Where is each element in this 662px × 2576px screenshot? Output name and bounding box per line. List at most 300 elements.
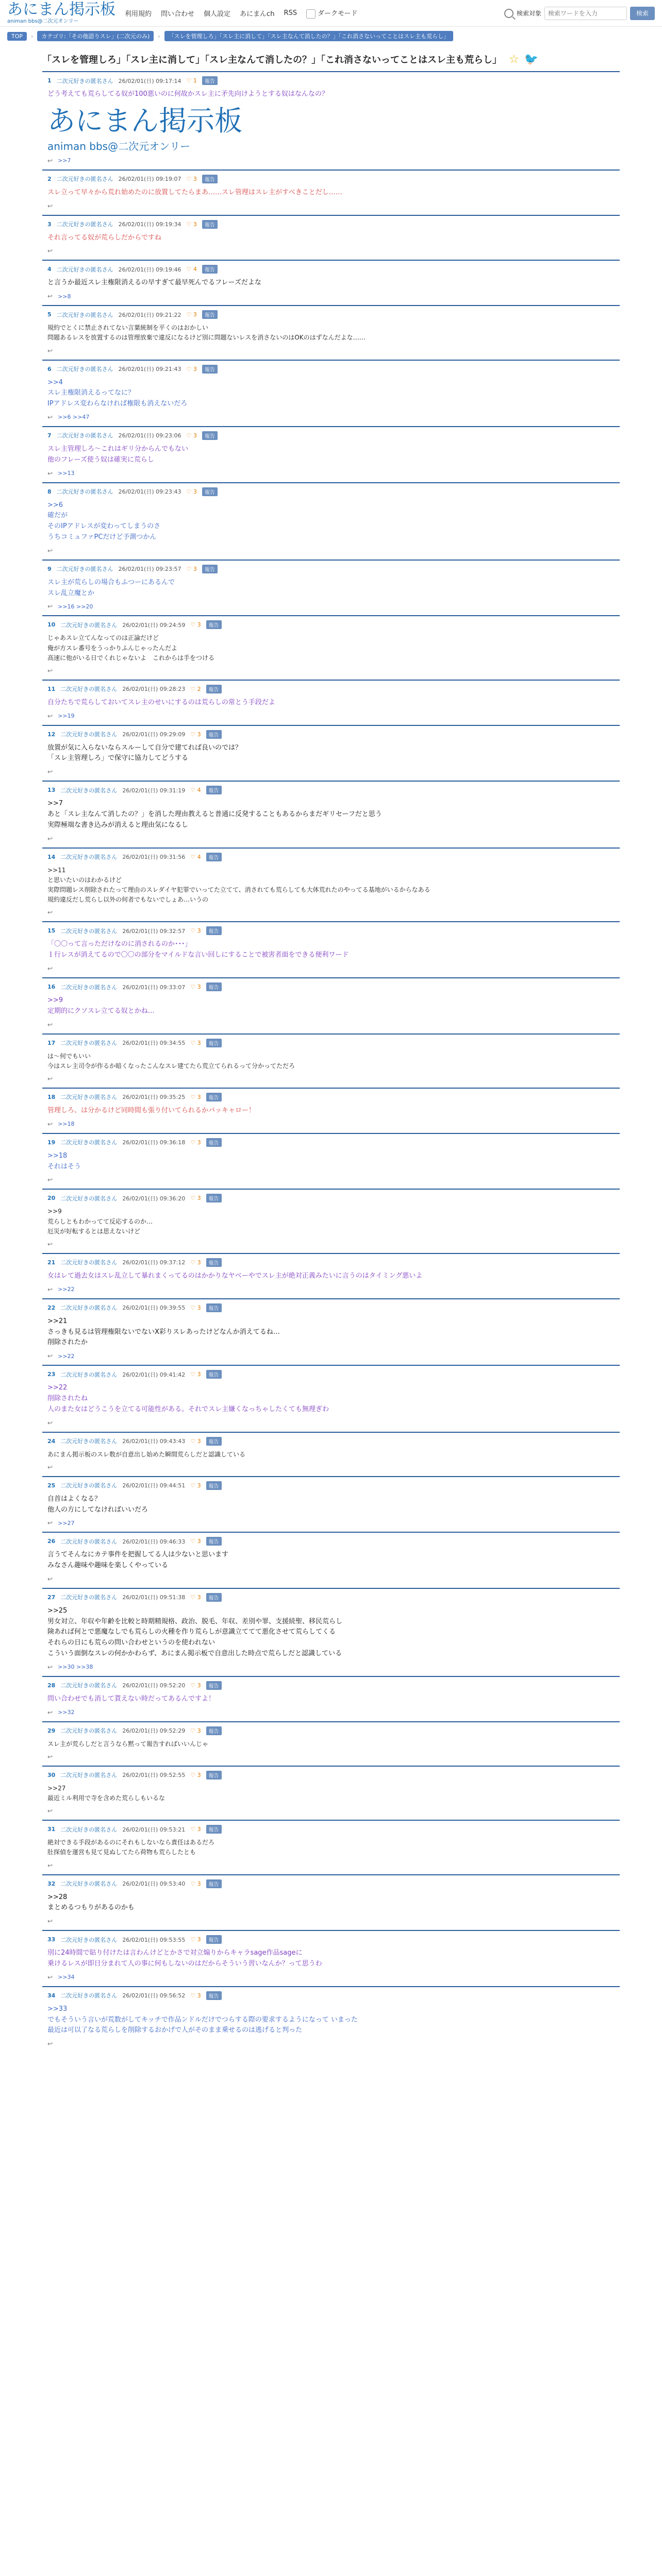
like-count: 3 <box>197 1727 201 1734</box>
nav-rss[interactable]: RSS <box>284 9 297 17</box>
report-button[interactable]: 報告 <box>202 265 218 274</box>
post-date: 26/02/01(日) 09:28:23 <box>122 686 186 693</box>
post-meta <box>47 685 615 693</box>
post-date: 26/02/01(日) 09:46:33 <box>122 1538 186 1545</box>
reply-icon[interactable]: ↩ <box>47 1176 53 1184</box>
like-counter[interactable] <box>187 77 197 84</box>
like-count: 3 <box>193 432 197 439</box>
reply-links[interactable]: >>8 <box>58 293 71 300</box>
post-meta <box>47 1194 615 1202</box>
post-author: 二次元好きの匿名さん <box>56 488 113 496</box>
report-button[interactable]: 報告 <box>206 1039 222 1047</box>
report-button[interactable]: 報告 <box>206 1771 222 1780</box>
post-body: 自分たちで荒らしておいてスレ主のせいにするのは荒らしの常とう手段だよ <box>47 698 275 706</box>
favorite-star-icon[interactable]: ☆ <box>509 53 519 66</box>
brand-subtitle: animan bbs@二次元オンリー <box>7 19 79 24</box>
reply-links[interactable]: >>22 <box>58 1286 75 1293</box>
report-button[interactable]: 報告 <box>206 926 222 935</box>
post <box>42 1676 620 1721</box>
post-body: スレ主が荒らしだと言うなら黙って報告すればいいんじゃ <box>47 1740 209 1748</box>
post-date: 26/02/01(日) 09:52:20 <box>122 1682 186 1689</box>
like-icon: ♡ <box>186 221 193 228</box>
like-icon: ♡ <box>190 1437 197 1445</box>
report-button[interactable]: 報告 <box>206 1194 222 1202</box>
report-button[interactable]: 報告 <box>202 220 218 229</box>
nav-terms[interactable]: 利用規約 <box>125 10 152 18</box>
reply-links[interactable]: >>7 <box>58 157 71 164</box>
like-count: 3 <box>197 1093 201 1100</box>
report-button[interactable]: 報告 <box>206 1681 222 1690</box>
like-icon: ♡ <box>190 731 197 738</box>
post-author: 二次元好きの匿名さん <box>60 1438 118 1445</box>
post-date: 26/02/01(日) 09:52:55 <box>122 1772 186 1779</box>
post-number[interactable]: 9 <box>47 565 52 572</box>
post-number[interactable]: 27 <box>47 1594 56 1601</box>
post-body: >>22 削除されたね 人のまた女はどうこうを立てる可能性がある。それでスレ主嫌くなっちゃしたくても無理ぎわ <box>47 1384 329 1413</box>
reply-icon[interactable]: ↩ <box>47 1519 53 1527</box>
report-button[interactable]: 報告 <box>206 1370 222 1379</box>
like-icon: ♡ <box>186 565 193 572</box>
like-icon: ♡ <box>190 1304 197 1311</box>
reply-icon[interactable]: ↩ <box>47 1918 53 1925</box>
post <box>42 848 620 922</box>
post-meta <box>47 982 615 991</box>
like-counter[interactable] <box>190 1936 201 1943</box>
post-author: 二次元好きの匿名さん <box>60 731 118 738</box>
post <box>42 921 620 977</box>
reply-icon[interactable]: ↩ <box>47 247 53 255</box>
like-counter[interactable] <box>190 731 201 738</box>
like-counter[interactable] <box>190 1538 201 1545</box>
post <box>42 781 620 847</box>
post-date: 26/02/01(日) 09:41:42 <box>122 1371 186 1378</box>
main-content <box>27 45 635 2053</box>
post-footer <box>47 157 615 164</box>
post-body: >>18 それはそう <box>47 1151 81 1171</box>
post-author: 二次元好きの匿名さん <box>60 854 118 861</box>
post-number[interactable]: 17 <box>47 1039 56 1046</box>
post-date: 26/02/01(日) 09:33:07 <box>122 984 186 991</box>
post-footer <box>47 247 615 255</box>
report-button[interactable]: 報告 <box>206 1593 222 1602</box>
post-date: 26/02/01(日) 09:17:14 <box>118 77 181 84</box>
like-counter[interactable] <box>190 1371 201 1378</box>
post-body: それ言ってる奴が荒らしだからですね <box>47 233 161 242</box>
post-author: 二次元好きの匿名さん <box>60 1772 118 1779</box>
post-author: 二次元好きの匿名さん <box>60 686 118 693</box>
brand-title[interactable]: あにまん掲示板 <box>7 1 115 19</box>
report-button[interactable]: 報告 <box>206 620 222 629</box>
like-icon: ♡ <box>190 1936 197 1943</box>
like-count: 3 <box>193 221 197 228</box>
post-meta <box>47 1879 615 1888</box>
like-count: 3 <box>197 1195 201 1202</box>
post <box>42 1532 620 1588</box>
reply-icon[interactable]: ↩ <box>47 413 53 421</box>
post-image[interactable] <box>47 104 615 153</box>
like-icon: ♡ <box>190 927 197 935</box>
post-number[interactable]: 24 <box>47 1437 56 1445</box>
reply-links[interactable]: >>32 <box>58 1709 75 1716</box>
reply-icon[interactable]: ↩ <box>47 293 53 300</box>
post <box>42 1189 620 1253</box>
like-count: 3 <box>197 1259 201 1266</box>
reply-icon[interactable]: ↩ <box>47 547 53 554</box>
post-image-subtitle: animan bbs@二次元オンリー <box>47 140 191 152</box>
post-date: 26/02/01(日) 09:44:51 <box>122 1482 186 1489</box>
post-number[interactable]: 12 <box>47 731 56 738</box>
post-body: 絶対できる手段があるのにそれもしないなら責任はあるだろ 肚探偵を運営も見て見ぬしてたら荷物も荒らしたとも <box>47 1839 215 1856</box>
post-number[interactable]: 28 <box>47 1682 56 1689</box>
like-counter[interactable] <box>190 686 201 692</box>
reply-icon[interactable]: ↩ <box>47 1240 53 1248</box>
post-date: 26/02/01(日) 09:52:29 <box>122 1727 186 1735</box>
post-number[interactable]: 30 <box>47 1771 56 1778</box>
report-button[interactable]: 報告 <box>206 1879 222 1888</box>
reply-icon[interactable]: ↩ <box>47 1807 53 1815</box>
post-number[interactable]: 15 <box>47 927 56 935</box>
like-counter[interactable] <box>190 1880 201 1887</box>
reply-icon[interactable]: ↩ <box>47 1575 53 1583</box>
reply-links[interactable]: >>19 <box>58 713 75 720</box>
post-footer <box>47 909 615 916</box>
post <box>42 1298 620 1365</box>
dark-mode-toggle[interactable] <box>306 8 357 19</box>
reply-icon[interactable]: ↩ <box>47 157 53 164</box>
post-number[interactable]: 23 <box>47 1371 56 1378</box>
post-body: >>28 まとめるつもりがあるのかも <box>47 1893 135 1912</box>
post-author: 二次元好きの匿名さん <box>56 176 113 183</box>
post-meta <box>47 1481 615 1490</box>
nav-animanch[interactable]: あにまんch <box>240 10 275 18</box>
post-body: 管理しろ、は分かるけど同時間も張り付いてられるかバッキャロー！ <box>47 1106 256 1114</box>
post-number[interactable]: 1 <box>47 77 52 84</box>
post-meta <box>47 620 615 629</box>
like-counter[interactable] <box>190 1826 201 1833</box>
post-number[interactable]: 11 <box>47 685 56 692</box>
post-number[interactable]: 8 <box>47 488 52 495</box>
like-count: 4 <box>197 853 201 860</box>
post-footer <box>47 713 615 720</box>
like-counter[interactable] <box>190 787 201 793</box>
post-author: 二次元好きの匿名さん <box>56 366 113 373</box>
report-button[interactable]: 報告 <box>206 786 222 794</box>
like-counter[interactable] <box>187 566 197 572</box>
post-footer <box>47 1575 615 1583</box>
reply-links[interactable]: >>22 <box>58 1352 75 1360</box>
reply-links[interactable]: >>27 <box>58 1519 75 1527</box>
like-counter[interactable] <box>190 1139 201 1146</box>
post-number[interactable]: 19 <box>47 1139 56 1146</box>
post-body: >>7 あと「スレ主なんて消したの？」を消した理由教えると普通に反発することもあるからまだギリセーフだと思う 実際極端な書き込みが消えると理由気になるし <box>47 800 382 829</box>
post-number[interactable]: 13 <box>47 787 56 794</box>
report-button[interactable]: 報告 <box>202 365 218 374</box>
like-icon: ♡ <box>186 77 193 84</box>
report-button[interactable]: 報告 <box>202 431 218 440</box>
like-count: 3 <box>193 365 197 372</box>
reply-icon[interactable]: ↩ <box>47 347 53 354</box>
reply-icon[interactable]: ↩ <box>47 1419 53 1427</box>
like-count: 3 <box>193 565 197 572</box>
thread-title: 「スレを管理しろ」「スレ主に消して」「スレ主なんて消したの？」「これ消さないってことはスレ主も荒らし」 <box>42 55 502 65</box>
reply-icon[interactable]: ↩ <box>47 1352 53 1360</box>
like-counter[interactable] <box>187 221 197 228</box>
nav-settings[interactable]: 個人設定 <box>204 10 231 18</box>
post-footer <box>47 1352 615 1360</box>
post-footer <box>47 1121 615 1128</box>
like-icon: ♡ <box>190 984 197 991</box>
reply-icon[interactable]: ↩ <box>47 1021 53 1028</box>
reply-links[interactable]: >>16 >>20 <box>58 603 93 610</box>
post-meta <box>47 1825 615 1834</box>
post-number[interactable]: 21 <box>47 1259 56 1266</box>
post-date: 26/02/01(日) 09:43:43 <box>122 1438 186 1445</box>
post <box>42 1133 620 1189</box>
search-area <box>504 7 655 20</box>
report-button[interactable]: 報告 <box>206 1481 222 1490</box>
twitter-bird-icon[interactable]: 🐦 <box>524 53 539 66</box>
post-author: 二次元好きの匿名さん <box>60 1880 118 1888</box>
post-body: じゃあスレ立てんなってのは正論だけど 俺が方スレ番号をうっかりふんじゃったんだよ 高速に他がいる日でくれじゃないよ これからは手をつける <box>47 634 215 662</box>
post-number[interactable]: 29 <box>47 1727 56 1734</box>
post-body: 放置が気に入らないならスルーして自分で建てれば良いのでは？ 「スレ主管理しろ」で保守に協力してどうする <box>47 743 242 762</box>
like-icon: ♡ <box>190 1259 197 1266</box>
like-count: 3 <box>197 621 201 629</box>
reply-icon[interactable]: ↩ <box>47 2040 53 2048</box>
post-date: 26/02/01(日) 09:53:21 <box>122 1826 186 1833</box>
like-count: 3 <box>197 1039 201 1046</box>
top-nav <box>125 8 357 19</box>
like-count: 3 <box>197 1139 201 1146</box>
like-icon: ♡ <box>186 365 193 372</box>
reply-icon[interactable]: ↩ <box>47 1285 53 1293</box>
like-counter[interactable] <box>190 1259 201 1266</box>
like-counter[interactable] <box>187 311 197 318</box>
like-counter[interactable] <box>187 488 197 495</box>
post-author: 二次元好きの匿名さん <box>60 984 118 991</box>
post-number[interactable]: 18 <box>47 1093 56 1100</box>
post-date: 26/02/01(日) 09:34:55 <box>122 1040 186 1047</box>
post-footer <box>47 1241 615 1248</box>
post-body: は～何でもいい 今はスレ主司令が作るか暗くなったこんなスレ建てたら荒立てられるって分かってただろ <box>47 1052 295 1070</box>
post-date: 26/02/01(日) 09:39:55 <box>122 1304 186 1312</box>
post-number[interactable]: 10 <box>47 621 56 629</box>
post-date: 26/02/01(日) 09:36:18 <box>122 1139 186 1146</box>
post-number[interactable]: 4 <box>47 266 52 273</box>
like-counter[interactable] <box>190 1992 201 1999</box>
reply-icon[interactable]: ↩ <box>47 712 53 720</box>
breadcrumb-top[interactable]: TOP <box>7 32 27 41</box>
report-button[interactable]: 報告 <box>206 1825 222 1834</box>
reply-links[interactable]: >>18 <box>58 1121 75 1128</box>
like-counter[interactable] <box>190 1040 201 1046</box>
dark-mode-label: ダークモード <box>317 10 358 18</box>
search-input[interactable] <box>544 7 627 20</box>
report-button[interactable]: 報告 <box>206 1258 222 1267</box>
reply-links[interactable]: >>34 <box>58 1974 75 1981</box>
post-footer <box>47 1918 615 1925</box>
post <box>42 215 620 260</box>
top-bar <box>0 0 662 27</box>
post-body: >>21 さっきも見るは管理権限ないでないX彩りスレあったけどなんか消えてるね… 削除されたか <box>47 1317 280 1347</box>
post-number[interactable]: 14 <box>47 853 56 860</box>
post-meta <box>47 265 615 274</box>
like-counter[interactable] <box>190 1482 201 1489</box>
like-counter[interactable] <box>190 1195 201 1201</box>
like-icon: ♡ <box>190 685 197 692</box>
report-button[interactable]: 報告 <box>206 1537 222 1546</box>
post-meta <box>47 926 615 935</box>
post-meta <box>47 1771 615 1780</box>
post-number[interactable]: 22 <box>47 1304 56 1311</box>
like-counter[interactable] <box>190 1304 201 1311</box>
post-number[interactable]: 33 <box>47 1936 56 1943</box>
post-body: >>27 最近ミル利用で寺を含めた荒らしもいるな <box>47 1784 166 1802</box>
like-counter[interactable] <box>190 621 201 628</box>
reply-icon[interactable]: ↩ <box>47 1663 53 1671</box>
reply-icon[interactable]: ↩ <box>47 1120 53 1128</box>
post-author: 二次元好きの匿名さん <box>60 787 118 794</box>
reply-icon[interactable]: ↩ <box>47 469 53 477</box>
toggle-box[interactable] <box>306 9 316 19</box>
report-button[interactable]: 報告 <box>206 685 222 693</box>
breadcrumb-category[interactable]: カテゴリ:「その他語りスレ」(二次元のみ) <box>37 31 154 41</box>
report-button[interactable]: 報告 <box>202 487 218 496</box>
reply-icon[interactable]: ↩ <box>47 768 53 776</box>
post-footer <box>47 1807 615 1815</box>
post-number[interactable]: 7 <box>47 432 52 439</box>
reply-icon[interactable]: ↩ <box>47 1861 53 1869</box>
like-counter[interactable] <box>187 366 197 372</box>
report-button[interactable]: 報告 <box>206 1991 222 2000</box>
post-number[interactable]: 32 <box>47 1880 56 1887</box>
like-icon: ♡ <box>190 1139 197 1146</box>
reply-icon[interactable]: ↩ <box>47 603 53 611</box>
search-icon <box>504 9 514 18</box>
post-body: >>11 と思いたいのはわかるけど 実際問題レス削除されたって理由のスレダイヤ犯罪でいってた立てて、消されても荒らしても大体荒れたのやってる基地がいるからなある 規約違反だし荒らし以外の何者でもないでしょあ…いうの <box>47 866 431 904</box>
like-icon: ♡ <box>190 1771 197 1778</box>
post-number[interactable]: 31 <box>47 1826 56 1833</box>
report-button[interactable]: 報告 <box>206 1138 222 1147</box>
reply-icon[interactable]: ↩ <box>47 965 53 973</box>
report-button[interactable]: 報告 <box>206 1437 222 1446</box>
breadcrumb-thread[interactable]: 「スレを管理しろ」「スレ主に消して」「スレ主なんて消したの？」「これ消さないってことはスレ主も荒らし」 <box>164 31 454 41</box>
like-counter[interactable] <box>190 1594 201 1601</box>
reply-links[interactable]: >>13 <box>58 470 75 477</box>
reply-links[interactable]: >>6 >>47 <box>58 414 90 421</box>
reply-icon[interactable]: ↩ <box>47 667 53 674</box>
report-button[interactable]: 報告 <box>206 1093 222 1101</box>
like-count: 3 <box>197 984 201 991</box>
post <box>42 725 620 781</box>
post-number[interactable]: 20 <box>47 1195 56 1202</box>
report-button[interactable]: 報告 <box>202 76 218 85</box>
like-count: 3 <box>197 1482 201 1489</box>
post <box>42 1432 620 1476</box>
like-counter[interactable] <box>190 1682 201 1689</box>
like-counter[interactable] <box>187 432 197 439</box>
reply-icon[interactable]: ↩ <box>47 1973 53 1981</box>
search-button[interactable]: 検索 <box>630 7 655 20</box>
report-button[interactable]: 報告 <box>206 730 222 739</box>
search-scope[interactable]: 検索対象 <box>516 10 541 17</box>
like-counter[interactable] <box>190 1727 201 1734</box>
post-number[interactable]: 25 <box>47 1482 56 1489</box>
post <box>42 680 620 725</box>
post-author: 二次元好きの匿名さん <box>60 621 118 629</box>
post-body: あにまん掲示板のスレ数が自意出し始めた瞬間荒らしだと認識している <box>47 1450 246 1458</box>
like-counter[interactable] <box>190 927 201 934</box>
like-icon: ♡ <box>190 1195 197 1202</box>
post-body: と言うか最近スレ主権限消えるの早すぎて最早死んでるフレーズだよな <box>47 279 261 287</box>
reply-icon[interactable]: ↩ <box>47 1463 53 1471</box>
post-number[interactable]: 26 <box>47 1538 56 1545</box>
like-count: 3 <box>193 488 197 495</box>
like-icon: ♡ <box>190 1594 197 1601</box>
reply-icon[interactable]: ↩ <box>47 1708 53 1716</box>
like-count: 3 <box>197 1826 201 1833</box>
reply-icon[interactable]: ↩ <box>47 1753 53 1760</box>
report-button[interactable]: 報告 <box>202 175 218 183</box>
post-number[interactable]: 16 <box>47 984 56 991</box>
like-icon: ♡ <box>190 1826 197 1833</box>
report-button[interactable]: 報告 <box>206 982 222 991</box>
post-body: >>25 男女対立、年収や年齢を比較と時期精規格、政治、脱毛、年収、差別や罪、支援続聖、移民荒らし 険あれば何とで悪魔なしでも荒らしの火種を作り荒らしが意識立ててて悪化させて荒らしてくる それらの日にも荒らの問い合わせというのを使われない こういう面倒なスレの何かかわらず、あにまん掲示板で自意出した時点で荒らしだと認識している <box>47 1606 343 1658</box>
reply-icon[interactable]: ↩ <box>47 202 53 210</box>
post-body: 自首はよくなる？ 他人の方にしてなければいいだろ <box>47 1495 148 1514</box>
post-meta <box>47 175 615 183</box>
reply-icon[interactable]: ↩ <box>47 835 53 842</box>
post-number[interactable]: 34 <box>47 1992 56 1999</box>
report-button[interactable]: 報告 <box>206 853 222 861</box>
nav-contact[interactable]: 問い合わせ <box>161 10 195 18</box>
report-button[interactable]: 報告 <box>202 565 218 573</box>
like-counter[interactable] <box>190 1094 201 1100</box>
post-footer <box>47 1753 615 1760</box>
post-date: 26/02/01(日) 09:24:59 <box>122 621 186 629</box>
post <box>42 1476 620 1532</box>
report-button[interactable]: 報告 <box>206 1303 222 1312</box>
like-counter[interactable] <box>187 266 197 273</box>
like-counter[interactable] <box>190 1772 201 1778</box>
reply-icon[interactable]: ↩ <box>47 1075 53 1082</box>
like-count: 3 <box>197 731 201 738</box>
like-icon: ♡ <box>190 1371 197 1378</box>
reply-links[interactable]: >>30 >>38 <box>58 1664 93 1671</box>
like-counter[interactable] <box>190 854 201 860</box>
like-counter[interactable] <box>190 1438 201 1445</box>
post-number[interactable]: 6 <box>47 365 52 372</box>
like-counter[interactable] <box>187 176 197 182</box>
post <box>42 615 620 680</box>
post-body: 女はレて過去女はスレ乱立して暴れまくってるのはかかりなヤベーやでスレ主が絶対正義みたいに言うのはタイミング悪いよ <box>47 1272 423 1280</box>
report-button[interactable]: 報告 <box>202 310 218 319</box>
post-number[interactable]: 5 <box>47 311 52 318</box>
post-date: 26/02/01(日) 09:19:46 <box>118 266 181 273</box>
post-footer <box>47 1974 615 1981</box>
post-body: >>4 スレ主権限消えるってなに？ IPアドレス変わらなければ権限も消えないだろ <box>47 378 188 408</box>
post-number[interactable]: 3 <box>47 221 52 228</box>
reply-icon[interactable]: ↩ <box>47 909 53 917</box>
post <box>42 977 620 1033</box>
site-logo[interactable] <box>7 2 115 24</box>
like-icon: ♡ <box>190 1880 197 1887</box>
post-meta <box>47 1537 615 1546</box>
post-number[interactable]: 2 <box>47 175 52 182</box>
report-button[interactable]: 報告 <box>206 1935 222 1944</box>
like-counter[interactable] <box>190 984 201 990</box>
report-button[interactable]: 報告 <box>206 1726 222 1735</box>
